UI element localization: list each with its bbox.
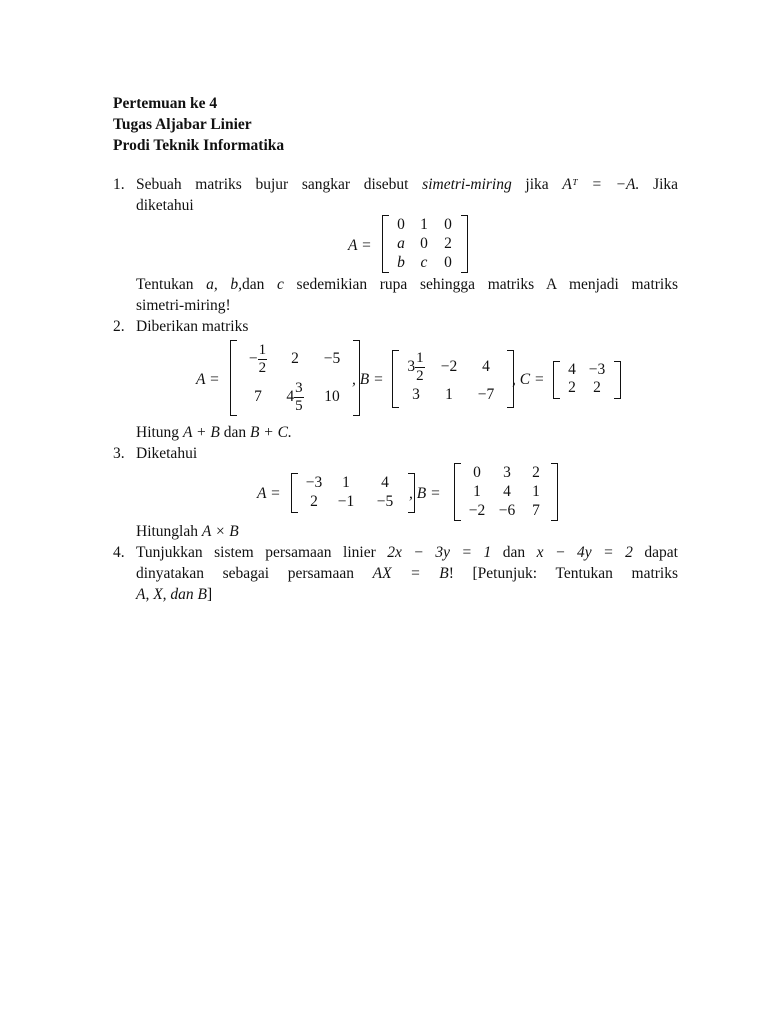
matrix-cell: 4 bbox=[381, 473, 389, 491]
left-bracket bbox=[291, 473, 298, 513]
matrix-cell: 3 bbox=[503, 463, 511, 481]
denominator: 2 bbox=[416, 367, 424, 384]
q3-lhs-a: A = bbox=[257, 485, 281, 502]
matrix-cell: −2 bbox=[440, 358, 458, 375]
matrix-cell: 4 bbox=[503, 482, 511, 500]
q3-matrix-a bbox=[291, 473, 415, 513]
q3-task bbox=[136, 522, 239, 542]
q2-lhs-c: , C = bbox=[512, 371, 545, 388]
q2-task-expr1: A + B bbox=[182, 424, 220, 441]
numerator: 1 bbox=[258, 341, 267, 358]
whole-part: 3 bbox=[407, 358, 416, 375]
q2-lhs-b: , B = bbox=[352, 371, 384, 388]
matrix-cell: 4 bbox=[568, 361, 576, 378]
q2-task-expr2: B + C. bbox=[249, 424, 292, 441]
denominator: 5 bbox=[295, 397, 303, 414]
matrix-cell: 0 bbox=[444, 253, 452, 271]
program-title: Prodi Teknik Informatika bbox=[113, 137, 285, 154]
q3-text: Diketahui bbox=[136, 445, 198, 462]
q1-after-a: Tentukan bbox=[136, 276, 194, 293]
q2-task-verb: Hitung bbox=[136, 424, 180, 441]
matrix-cell bbox=[249, 342, 267, 377]
q4-line1-dan: dan bbox=[502, 544, 526, 561]
q2-matrix-a bbox=[230, 340, 360, 416]
q4-eq2: x − 4y = 2 bbox=[536, 544, 633, 561]
numerator: 1 bbox=[416, 349, 424, 366]
matrix-cell: 1 bbox=[445, 386, 453, 403]
matrix-cell: −3 bbox=[588, 361, 606, 378]
q1-matrix-cells bbox=[389, 215, 461, 273]
matrix-cell: 1 bbox=[473, 482, 481, 500]
q1-text-a: Sebuah matriks bujur sangkar disebut bbox=[136, 176, 409, 193]
q1-after-dan: dan bbox=[241, 276, 265, 293]
q1-text-c: Jika bbox=[653, 176, 679, 193]
matrix-cell: b bbox=[397, 253, 405, 271]
matrix-cell: a bbox=[397, 234, 405, 252]
matrix-cell: 1 bbox=[532, 482, 540, 500]
q2-matrix-a-cells bbox=[237, 340, 353, 416]
q4-line3 bbox=[136, 585, 212, 605]
matrix-cell: 4 bbox=[482, 358, 490, 375]
right-bracket bbox=[461, 215, 468, 273]
whole-part: 4 bbox=[286, 388, 295, 405]
matrix-cell: −6 bbox=[498, 501, 516, 519]
matrix-cell bbox=[407, 350, 424, 385]
q1-lhs: A = bbox=[348, 237, 372, 254]
matrix-cell: 2 bbox=[532, 463, 540, 481]
matrix-cell: 0 bbox=[420, 234, 428, 252]
q3-lhs-b: , B = bbox=[409, 485, 441, 502]
q1-after-line1 bbox=[136, 275, 678, 295]
left-bracket bbox=[392, 350, 399, 408]
matrix-cell: 0 bbox=[473, 463, 481, 481]
matrix-cell: −5 bbox=[376, 492, 394, 510]
right-bracket bbox=[551, 463, 558, 521]
q3-matrix-b-cells bbox=[461, 463, 551, 521]
q2-matrix-c bbox=[553, 361, 621, 399]
matrix-cell: −5 bbox=[323, 350, 341, 367]
numerator: 3 bbox=[295, 379, 303, 396]
q4-line2-a: dinyatakan sebagai persamaan bbox=[136, 565, 354, 582]
q1-line1 bbox=[136, 175, 678, 195]
q1-after-c: c bbox=[277, 276, 284, 293]
q4-line1-b: dapat bbox=[644, 544, 678, 561]
matrix-cell: 2 bbox=[291, 350, 299, 367]
q1-matrix-a bbox=[382, 215, 468, 273]
q1-after-b: sedemikian rupa sehingga matriks A menjadi matriks bbox=[296, 276, 678, 293]
q3-matrix-b bbox=[454, 463, 558, 521]
q2-matrix-b bbox=[392, 350, 514, 408]
q4-line2-b: ! [Petunjuk: Tentukan matriks bbox=[448, 565, 679, 582]
fraction bbox=[415, 350, 425, 385]
matrix-cell: 7 bbox=[254, 388, 262, 405]
matrix-cell: 10 bbox=[324, 388, 340, 405]
q4-line3-end: ] bbox=[207, 586, 213, 603]
q1-after-line2: simetri-miring! bbox=[136, 297, 231, 314]
q4-eq1: 2x − 3y = 1 bbox=[387, 544, 492, 561]
matrix-cell: 3 bbox=[412, 386, 420, 403]
matrix-cell: 2 bbox=[593, 379, 601, 396]
left-bracket bbox=[382, 215, 389, 273]
q1-after-vars: a, b, bbox=[206, 276, 242, 293]
meeting-title: Pertemuan ke 4 bbox=[113, 95, 218, 112]
left-bracket bbox=[230, 340, 237, 416]
matrix-cell: 2 bbox=[310, 492, 318, 510]
q4-number: 4. bbox=[113, 544, 125, 561]
q2-task-dan: dan bbox=[223, 424, 247, 441]
left-bracket bbox=[553, 361, 560, 399]
q2-matrix-c-cells bbox=[560, 361, 614, 399]
fraction bbox=[294, 380, 304, 415]
sign: − bbox=[248, 350, 258, 367]
q1-line2: diketahui bbox=[136, 197, 194, 214]
q1-text-b: jika bbox=[525, 176, 549, 193]
matrix-cell: 7 bbox=[532, 501, 540, 519]
matrix-cell: 1 bbox=[342, 473, 350, 491]
matrix-cell: c bbox=[420, 253, 428, 271]
matrix-cell: 2 bbox=[568, 379, 576, 396]
q1-term: simetri-miring bbox=[422, 176, 512, 193]
q4-line1-a: Tunjukkan sistem persamaan linier bbox=[136, 544, 376, 561]
matrix-cell: −3 bbox=[305, 473, 323, 491]
fraction bbox=[258, 342, 268, 377]
matrix-cell: −1 bbox=[337, 492, 355, 510]
q2-lhs-a: A = bbox=[196, 371, 220, 388]
q3-task-expr: A × B bbox=[201, 523, 239, 540]
right-bracket bbox=[614, 361, 621, 399]
matrix-cell: −7 bbox=[477, 386, 495, 403]
q3-number: 3. bbox=[113, 445, 125, 462]
q4-line1 bbox=[136, 543, 678, 563]
matrix-cell: 2 bbox=[444, 234, 452, 252]
q2-task bbox=[136, 423, 292, 443]
matrix-cell: 0 bbox=[444, 215, 452, 233]
assignment-title: Tugas Aljabar Linier bbox=[113, 116, 252, 133]
q4-eq3: AX = B bbox=[372, 565, 449, 582]
denominator: 2 bbox=[258, 359, 267, 376]
left-bracket bbox=[454, 463, 461, 521]
q1-condition: Aᵀ = −A. bbox=[562, 176, 640, 193]
q3-task-verb: Hitunglah bbox=[136, 523, 198, 540]
q2-number: 2. bbox=[113, 318, 125, 335]
matrix-cell: 0 bbox=[397, 215, 405, 233]
matrix-cell: −2 bbox=[468, 501, 486, 519]
q4-line2 bbox=[136, 564, 678, 584]
q2-matrix-b-cells bbox=[399, 350, 507, 408]
q4-line3-vars: A, X, dan B bbox=[136, 586, 208, 603]
matrix-cell: 1 bbox=[420, 215, 428, 233]
q3-matrix-a-cells bbox=[298, 473, 408, 513]
q1-number: 1. bbox=[113, 176, 125, 193]
matrix-cell bbox=[286, 380, 303, 415]
q2-text: Diberikan matriks bbox=[136, 318, 249, 335]
